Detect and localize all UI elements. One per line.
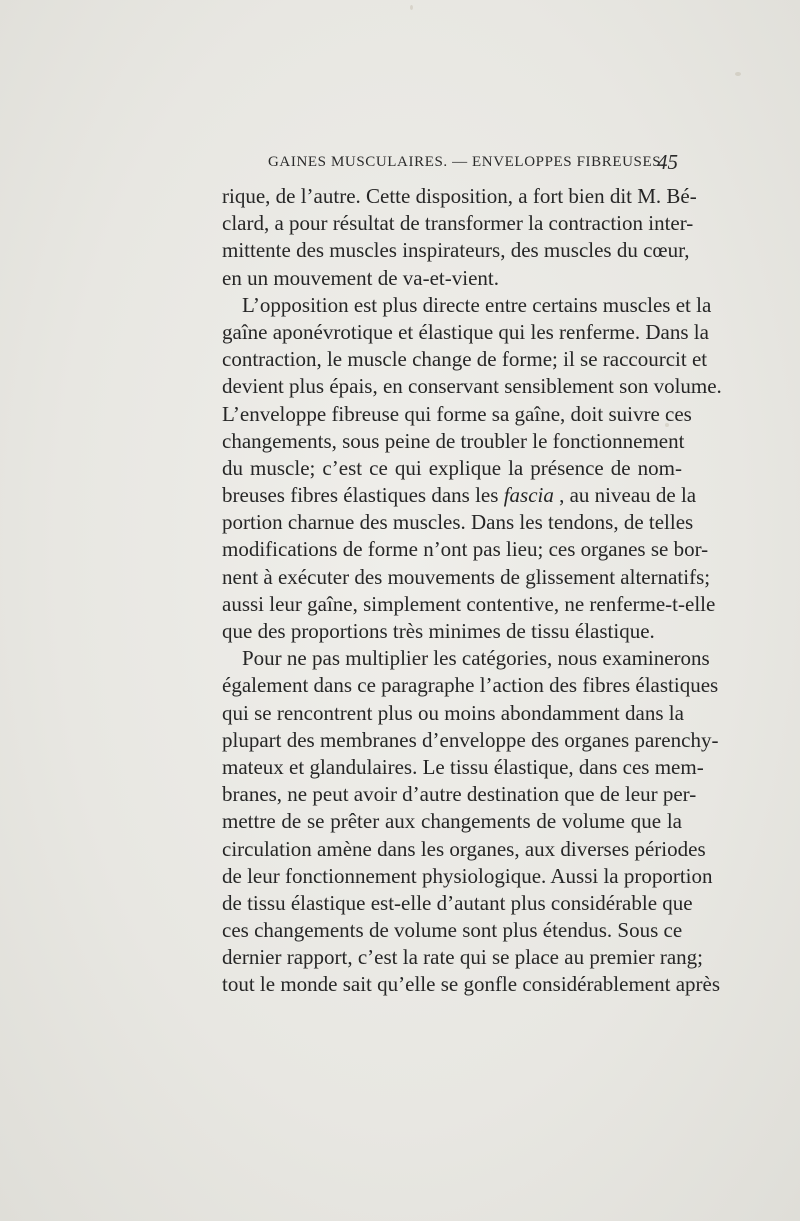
text-line: qui se rencontrent plus ou moins abondamment dans la <box>222 700 684 725</box>
text-segment: breuses fibres élastiques dans les <box>222 483 504 508</box>
text-line: L’enveloppe fibreuse qui forme sa gaîne, doit suivre ces <box>222 401 692 426</box>
text-line: aussi leur gaîne, simplement contentive, ne renferme-t-elle <box>222 591 716 616</box>
text-line: changements, sous peine de troubler le fonctionnement <box>222 428 685 453</box>
italic-term-fascia: fascia <box>503 483 554 508</box>
text-line: tout le monde sait qu’elle se gonfle considérablement après <box>222 972 721 997</box>
text-line: de tissu élastique est-elle d’autant plus considérable que <box>222 890 693 915</box>
paper-spot <box>735 72 741 76</box>
text-line: de leur fonctionnement physiologique. Aussi la proportion <box>222 863 713 888</box>
text-line: portion charnue des muscles. Dans les tendons, de telles <box>222 510 694 535</box>
text-line: mateux et glandulaires. Le tissu élastique, dans ces mem- <box>222 754 704 779</box>
text-line: dernier rapport, c’est la rate qui se place au premier rang; <box>222 945 704 970</box>
text-line: également dans ce paragraphe l’action des fibres élastiques <box>222 673 719 698</box>
text-segment: , au niveau de la <box>553 483 697 508</box>
text-line-with-italic <box>222 482 697 509</box>
paper-spot <box>410 5 413 10</box>
text-line: ces changements de volume sont plus étendus. Sous ce <box>222 918 683 943</box>
text-line: modifications de forme n’ont pas lieu; ces organes se bor- <box>222 537 709 562</box>
text-line: devient plus épais, en conservant sensiblement son volume. <box>222 374 722 399</box>
running-head <box>222 150 682 180</box>
page-number: 45 <box>657 150 678 174</box>
text-line: circulation amène dans les organes, aux diverses périodes <box>222 836 706 861</box>
running-head-title: GAINES MUSCULAIRES. — ENVELOPPES FIBREUSES. <box>268 154 666 170</box>
text-line: branes, ne peut avoir d’autre destination que de leur per- <box>222 782 697 807</box>
body-text <box>222 183 722 999</box>
text-line: clard, a pour résultat de transformer la contraction inter- <box>222 211 694 236</box>
paragraph-first-line: L’opposition est plus directe entre certains muscles et la <box>242 292 712 317</box>
text-line: contraction, le muscle change de forme; il se raccourcit et <box>222 347 708 372</box>
paragraph-first-line: Pour ne pas multiplier les catégories, nous examinerons <box>242 646 710 671</box>
text-line: mittente des muscles inspirateurs, des muscles du cœur, <box>222 238 690 263</box>
text-line: en un mouvement de va-et-vient. <box>222 265 499 290</box>
text-line: rique, de l’autre. Cette disposition, a fort bien dit M. Bé- <box>222 184 697 208</box>
text-line: mettre de se prêter aux changements de volume que la <box>222 809 682 834</box>
text-line: nent à exécuter des mouvements de glissement alternatifs; <box>222 564 711 589</box>
text-line: gaîne aponévrotique et élastique qui les renferme. Dans la <box>222 319 709 344</box>
text-line: que des proportions très minimes de tissu élastique. <box>222 619 655 643</box>
text-line: du muscle; c’est ce qui explique la présence de nom- <box>222 455 682 480</box>
text-line: plupart des membranes d’enveloppe des organes parenchy- <box>222 727 719 752</box>
